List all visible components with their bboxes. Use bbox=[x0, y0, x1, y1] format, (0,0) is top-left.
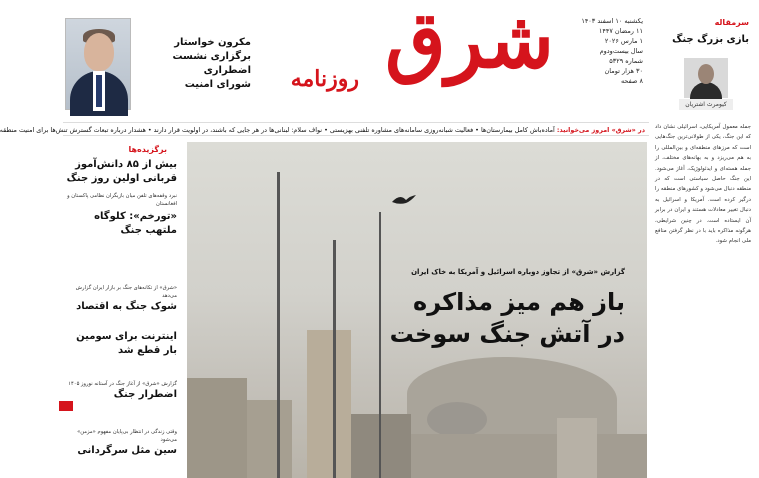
lead-photo[interactable] bbox=[187, 142, 647, 478]
issue-line: ۳۰ هزار تومان bbox=[604, 67, 643, 75]
ticker[interactable] bbox=[0, 122, 649, 136]
editorial-body: جمله معمول آمریکایی، اسرائیلی نشان داد که این جنگ، یکی از طولانی‌ترین جنگ‌هایی است که مرزهای منطقه‌ای و بین‌المللی را به هم می‌ریزد و به بهانه‌های مختلف، از جمله هسته‌ای و ایدئولوژیک، آغاز می‌شود. این جنگ حاصل سیاستی است که در منطقه دنبال می‌شود و کشورهای منطقه را درگیر کرده است. آمریکا و اسرائیل به دنبال تغییر معادلات هستند و ایران در برابر آن ایستاده است. در چنین شرایطی، هرگونه مذاکره باید با در نظر گرفتن منافع ملی انجام شود. bbox=[655, 124, 751, 245]
issue-line: یکشنبه ۱۰ اسفند ۱۴۰۳ bbox=[581, 17, 643, 25]
antenna-tower bbox=[333, 240, 336, 478]
headline-line-2: در آتش جنگ سوخت bbox=[389, 320, 625, 348]
editorial-column bbox=[651, 0, 759, 478]
list-item[interactable] bbox=[65, 158, 177, 186]
building bbox=[247, 400, 292, 478]
logo-main-text: شرق bbox=[385, 0, 554, 86]
editorial-tag: سرمقاله bbox=[714, 18, 749, 27]
list-item-kicker: نبرد وقفه‌های تلفن میان بازیگران نظامی پاکستان و افغانستان bbox=[67, 193, 177, 207]
list-item[interactable] bbox=[65, 428, 177, 458]
list-item-title: سین مثل سرگردانی bbox=[77, 445, 177, 456]
masthead bbox=[274, 0, 574, 115]
issue-line: ۸ صفحه bbox=[620, 77, 643, 85]
smoke-plume bbox=[427, 402, 487, 437]
top-story[interactable] bbox=[59, 0, 269, 115]
main-headline[interactable] bbox=[355, 286, 625, 350]
list-item[interactable] bbox=[65, 330, 177, 358]
left-column bbox=[59, 140, 185, 478]
headline-line-1: باز هم میز مذاکره bbox=[413, 288, 625, 316]
list-item-title: بیش از ۸۵ دانش‌آموز قربانی اولین روز جنگ bbox=[66, 159, 177, 184]
issue-line: شماره ۵۳۲۹ bbox=[609, 57, 643, 65]
author-photo bbox=[684, 58, 728, 98]
author-name: کیومرث اشتریان bbox=[679, 99, 733, 110]
left-column-header: برگزیده‌ها bbox=[128, 145, 167, 154]
newspaper-logo bbox=[274, 0, 574, 110]
issue-line: ۱ مارس ۲۰۲۶ bbox=[604, 37, 643, 45]
list-item-title: شوک جنگ به اقتصاد bbox=[76, 301, 177, 312]
list-item-title: اضطرار جنگ bbox=[113, 389, 177, 400]
issue-line: سال بیست‌ودوم bbox=[599, 47, 643, 55]
top-story-headline bbox=[136, 36, 251, 92]
issue-info bbox=[571, 16, 643, 86]
list-item-kicker: وقتی زندگی در انتظار بی‌پایان مفهوم «مزمن» می‌شود bbox=[77, 429, 177, 443]
list-item[interactable] bbox=[65, 380, 177, 402]
top-story-photo bbox=[65, 18, 131, 110]
logo-sub-text: روزنامه bbox=[290, 66, 359, 92]
list-item[interactable] bbox=[65, 192, 177, 208]
building bbox=[307, 330, 351, 478]
list-item[interactable] bbox=[65, 284, 177, 314]
building bbox=[411, 434, 647, 478]
red-marker bbox=[59, 401, 73, 411]
antenna-tower bbox=[277, 172, 280, 478]
bird-icon bbox=[392, 195, 416, 205]
ticker-label: در «شرق» امروز می‌خوانید: bbox=[556, 126, 645, 134]
headline-kicker: گزارش «شرق» از تجاوز دوباره اسرائیل و آمریکا به خاک ایران bbox=[411, 268, 625, 276]
list-item[interactable] bbox=[65, 210, 177, 238]
list-item-kicker: «شرق» از تکانه‌های جنگ بر بازار ایران گزارش می‌دهد bbox=[75, 285, 177, 299]
top-story-line: مکرون خواستار bbox=[174, 37, 251, 48]
ticker-text: آماده‌باش کامل بیمارستان‌ها • فعالیت شبانه‌روزی سامانه‌های مشاوره تلفنی بهزیستی • نواف سلام: لبنانی‌ها در هر جایی که باشند، در اولویت قرار دارند • هشدار درباره تبعات گسترش تنش‌ها برای امنیت منطقه bbox=[0, 126, 555, 134]
top-story-line: برگزاری نشست اضطراری bbox=[172, 51, 251, 76]
issue-line: ۱۱ رمضان ۱۴۴۷ bbox=[598, 27, 643, 35]
building bbox=[351, 414, 411, 478]
top-story-line: شورای امنیت bbox=[184, 79, 251, 90]
list-item-kicker: گزارش «شرق» از آغاز جنگ در آستانه نوروز ۱۴۰۵ bbox=[68, 381, 177, 387]
list-item-title: اینترنت برای سومین بار قطع شد bbox=[76, 331, 177, 356]
editorial-title[interactable]: بازی بزرگ جنگ bbox=[672, 34, 749, 45]
building bbox=[557, 418, 597, 478]
list-item-title: «تورخم»: کلوگاه ملتهب جنگ bbox=[94, 211, 177, 236]
building bbox=[187, 378, 247, 478]
